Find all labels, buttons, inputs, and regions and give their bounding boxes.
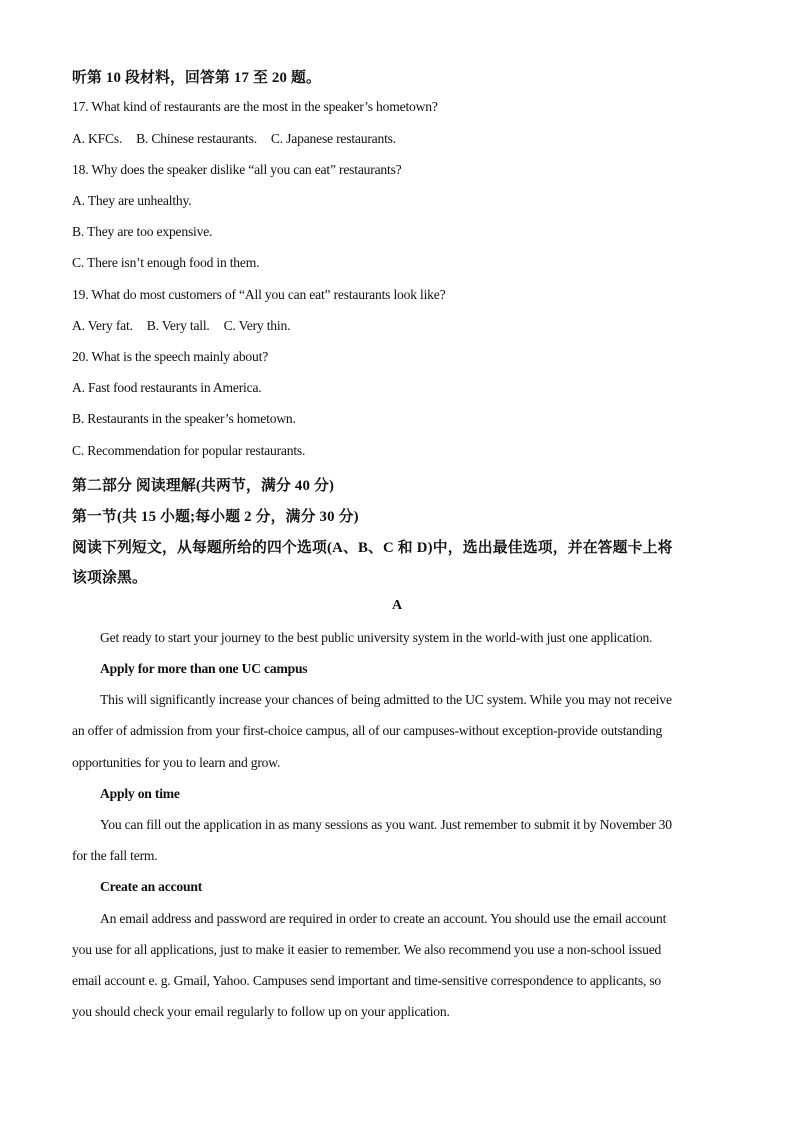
paragraph-line: email account e. g. Gmail, Yahoo. Campuses send important and time-sensitive correspondence to applicants, so <box>72 973 662 988</box>
option-c: C. Very thin. <box>223 318 291 333</box>
option-a: A. Very fat. <box>72 318 133 333</box>
paragraph-line: you should check your email regularly to follow up on your application. <box>72 1004 450 1019</box>
listening-instruction: 听第 10 段材料，回答第 17 至 20 题。 <box>72 70 321 86</box>
paragraph-line: an offer of admission from your first-choice campus, all of our campuses-without exception-provide outstanding <box>72 723 663 738</box>
option-c: C. There isn’t enough food in them. <box>72 255 260 270</box>
question-18: 18. Why does the speaker dislike “all you can eat” restaurants? <box>72 162 402 177</box>
option-b: B. Chinese restaurants. <box>136 131 257 146</box>
paragraph-line: An email address and password are required in order to create an account. You should use the email account <box>100 911 667 926</box>
paragraph-line: You can fill out the application in as many sessions as you want. Just remember to submit it by November 30 <box>100 817 672 832</box>
reading-instruction-line1: 阅读下列短文，从每题所给的四个选项(A、B、C 和 D)中，选出最佳选项，并在答题卡上将 <box>72 540 673 556</box>
option-b: B. They are too expensive. <box>72 224 213 239</box>
option-c: C. Recommendation for popular restaurants. <box>72 443 306 458</box>
question-19-options <box>72 318 290 334</box>
part-two-title: 第二部分 阅读理解(共两节，满分 40 分) <box>72 478 335 494</box>
paragraph-line: you use for all applications, just to make it easier to remember. We also recommend you use a non-school issued <box>72 942 662 957</box>
option-a: A. KFCs. <box>72 131 123 146</box>
section-heading: Create an account <box>100 879 203 894</box>
paragraph-line: opportunities for you to learn and grow. <box>72 755 281 770</box>
option-a: A. Fast food restaurants in America. <box>72 380 262 395</box>
question-17: 17. What kind of restaurants are the most in the speaker’s hometown? <box>72 99 438 114</box>
question-19: 19. What do most customers of “All you can eat” restaurants look like? <box>72 287 446 302</box>
passage-label: A <box>391 598 403 613</box>
section-heading: Apply on time <box>100 786 180 801</box>
passage-intro: Get ready to start your journey to the best public university system in the world-with just one application. <box>100 630 653 645</box>
option-a: A. They are unhealthy. <box>72 193 192 208</box>
paragraph-line: This will significantly increase your chances of being admitted to the UC system. While you may not receive <box>100 692 672 707</box>
option-b: B. Very tall. <box>146 318 210 333</box>
paragraph-line: for the fall term. <box>72 848 158 863</box>
reading-instruction-line2: 该项涂黑。 <box>72 570 147 586</box>
section-one-title: 第一节(共 15 小题;每小题 2 分，满分 30 分) <box>72 509 359 525</box>
section-heading: Apply for more than one UC campus <box>100 661 308 676</box>
question-17-options <box>72 131 396 147</box>
question-20: 20. What is the speech mainly about? <box>72 349 269 364</box>
option-b: B. Restaurants in the speaker’s hometown. <box>72 411 296 426</box>
option-c: C. Japanese restaurants. <box>270 131 396 146</box>
